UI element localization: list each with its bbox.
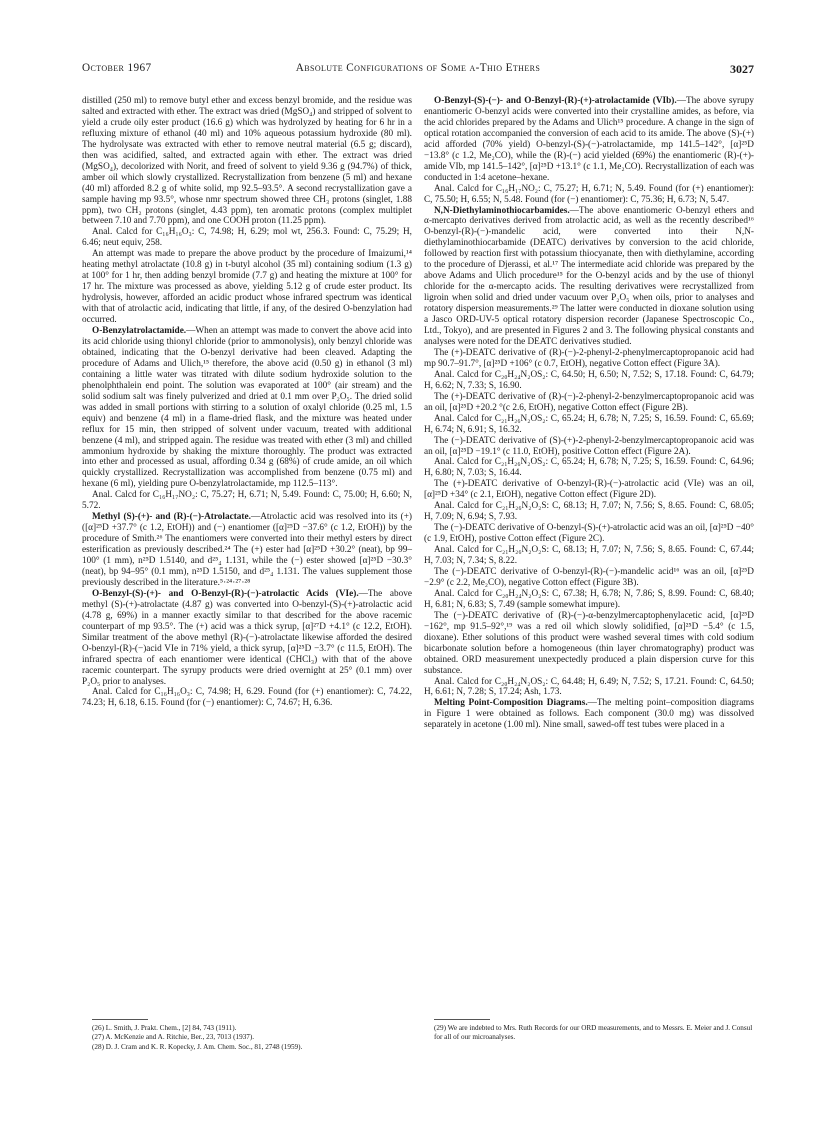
paragraph	[82, 687, 412, 709]
footnote: (29) We are indebted to Mrs. Ruth Records for our ORD measurements, and to Messrs. E. Meier and J. Consul for all of our microanalyses.	[434, 1024, 753, 1042]
paragraph-text: Anal. Calcd for C₁₆H₁₇NO₂: C, 75.27; H, 6.71; N, 5.49. Found (for (+) enantiomer): C, 75.50; H, 6.55; N, 5.48. Found (for (−) enantiomer): C, 75.36; H, 6.73; N, 5.47.	[424, 183, 754, 205]
paragraph-text: —The above syrupy enantiomeric O-benzyl acids were converted into their crystalline amides, as before, via the acid chlorides prepared by the Adams and Ulich¹⁵ procedure. A change in the sign of optical rotation accompanied the conversion of each acid to its amide. The above (S)-(+) acid afforded (70% yield) O-benzyl-(S)-(−)-atrolactamide, mp 141.5–142°, [α]²⁵D −13.8° (c 1.2, Me₂CO), while the (R)-(−) acid yielded (69%) the enantiomeric (R)-(+)-amide VIb, mp 141.5–142°, [α]²⁵D +13.1° (c 1.1, Me₂CO). Recrystallization of each was conducted in 1:4 acetone–hexane.	[424, 96, 755, 183]
paragraph	[424, 567, 754, 589]
section-heading: N,N-Diethylaminothiocarbamides.	[434, 205, 570, 216]
paragraph-text: Anal. Calcd for C₂₁H₂₆N₂O₂S: C, 68.13; H, 7.07; N, 7.56; S, 8.65. Found: C, 67.44; H, 7.03; N, 7.34; S, 8.22.	[424, 545, 754, 567]
right-column	[424, 96, 754, 731]
section-heading: Methyl (S)-(+)- and (R)-(−)-Atrolactate.	[92, 512, 251, 523]
footnote-rule	[434, 1019, 490, 1020]
paragraph	[82, 512, 412, 589]
paragraph-text: Anal. Calcd for C₂₁H₂₆N₂OS₂: C, 65.24; H, 6.78; N, 7.25; S, 16.59. Found: C, 64.96; H, 6.80; N, 7.03; S, 16.44.	[424, 457, 754, 479]
paragraph	[424, 523, 754, 545]
paragraph-text: Anal. Calcd for C₂₀H₂₄N₂OS₂: C, 64.50; H, 6.50; N, 7.52; S, 17.18. Found: C, 64.79; H, 6.62; N, 7.33; S, 16.90.	[424, 369, 754, 391]
paragraph	[424, 457, 754, 479]
paragraph-text: Anal. Calcd for C₂₁H₂₆N₂OS₂: C, 65.24; H, 6.78; N, 7.25; S, 16.59. Found: C, 65.69; H, 6.74; N, 6.91; S, 16.32.	[424, 413, 754, 435]
paragraph-text: —When an attempt was made to convert the above acid into its acid chloride using thionyl chloride (prior to ammonolysis), only benzyl chloride was obtained, indicating that the O-benzyl derivative had been cleaved. Adapting the procedure of Adams and Ulich,¹⁵ therefore, the above acid (0.50 g) in ethanol (3 ml) containing a little water was titrated with dilute sodium hydroxide solution to the phenolphthalein end point. The solution was evaporated at 100° (air stream) and the solid sodium salt was finely pulverized and dried at 0.1 mm over P₂O₅. The dried solid was added in small portions with stirring to a solution of oxalyl chloride (0.25 ml, 1.5 equiv) and benzene (4 ml) in a flame-dried flask, and the mixture was heated under reflux for 15 min, then stripped of solvent under vacuum, treated with additional benzene (4 ml), and stripped again. The residue was treated with ether (3 ml) and chilled ammonium hydroxide by shaking the mixture thoroughly. The product was extracted into ether and processed as usual, affording 0.34 g (68%) of crude amide, an oil which quickly crystallized. Recrystallization was accomplished from benzene (0.75 ml) and hexane (6 ml), yielding pure O-benzylatrolactamide, mp 112.5–113°.	[82, 326, 412, 490]
paragraph	[424, 414, 754, 436]
footnote: (26) L. Smith, J. Prakt. Chem., [2] 84, 743 (1911).	[92, 1024, 237, 1032]
paragraph-text: —The above methyl (S)-(+)-atrolactate (4.87 g) was converted into O-benzyl-(S)-(+)-atrolactic acid (4.78 g, 69%) in a manner exactly similar to that described for the above racemic counterpart of mp 93.5°. The (+) acid was a thick syrup, [α]²⁷D +4.1° (c 12.2, EtOH). Similar treatment of the above methyl (R)-(−)-atrolactate likewise afforded the desired O-benzyl-(R)-(−)acid VIe in 71% yield, a thick syrup, [α]²⁵D −3.7° (c 11.5, EtOH). The infrared spectra of each enantiomer were identical (CHCl₃) with that of the above racemic counterpart. The syrupy products were dried overnight at 25° (0.1 mm) over P₂O₅ prior to analyses.	[82, 588, 412, 687]
paragraph	[82, 96, 412, 227]
paragraph	[82, 589, 412, 688]
paragraph-text: —The above enantiomeric O-benzyl ethers and α-mercapto derivatives derived from atrolactic acid, as well as the recently described¹⁶ O-benzyl-(R)-(−)-mandelic acid, were converted into their N,N-diethylaminothiocarbamide (DEATC) derivatives by conversion to the acid chloride, followed by reaction first with potassium thiocyanate, then with diethylamine, according to the procedure of Djerassi, et al.¹⁷ The intermediate acid chloride was prepared by the above Adams and Ulich procedure¹⁵ for the O-benzyl acids and by the use of thionyl chloride for the α-mercapto acids. The resulting derivatives were recrystallized from ligroin when solid and dried under vacuum over P₂O₅ when oils, prior to analyses and rotatory dispersion measurements.²⁹ The latter were conducted in dioxane solution using a Jasco ORD-UV-5 optical rotatory dispersion recorder (Japanese Spectroscopic Co., Ltd., Tokyo), and are presented in Figures 2 and 3. The following physical constants and analyses were noted for the DEATC derivatives studied.	[424, 205, 754, 347]
paragraph	[82, 326, 412, 490]
paragraph	[424, 392, 754, 414]
paragraph	[82, 249, 412, 326]
footnote: (28) D. J. Cram and K. R. Kopecky, J. Am. Chem. Soc., 81, 2748 (1959).	[92, 1042, 303, 1051]
paragraph	[424, 501, 754, 523]
paragraph-text: distilled (250 ml) to remove butyl ether and excess benzyl bromide, and the residue was salted and extracted with ether. The extract was dried (MgSO₄) and stripped of solvent to yield a crude oily ester product (16.6 g) which was hydrolyzed by heating for 6 hr in a refluxing mixture of ethanol (40 ml) and 10% aqueous potassium hydroxide (80 ml). The hydrolysate was extracted with ether to remove neutral material (6.5 g; discard), then was acidified, salted, and extracted again with ether. The extract was dried (MgSO₄), decolorized with Norit, and freed of solvent to yield 9.36 g (94.7%) of thick, amber oil which slowly crystallized. Recrystallization from benzene (5 ml) and hexane (40 ml) afforded 8.2 g of white solid, mp 92.5–93.5°. A second recrystallization gave a sample having mp 93.5°, whose nmr spectrum showed three CH₃ protons (singlet, 1.88 ppm), two CH₂ protons (singlet, 4.43 ppm), ten aromatic protons (complex multiplet between 7.10 and 7.70 ppm), and one COOH proton (11.25 ppm).	[82, 96, 412, 227]
paragraph-text: The (−)-DEATC derivative of O-benzyl-(R)-(−)-mandelic acid¹⁶ was an oil, [α]²⁵D −2.9° (c 2.2, Me₂CO), negative Cotton effect (Figure 3B).	[424, 566, 754, 588]
paragraph	[424, 206, 754, 348]
left-column	[82, 96, 412, 709]
paragraph-text: Anal. Calcd for C₁₆H₁₆O₃: C, 74.98; H, 6.29. Found (for (+) enantiomer): C, 74.22, 74.23; H, 6.18, 6.15. Found (for (−) enantiomer): C, 74.67; H, 6.36.	[82, 687, 412, 709]
footnotes-left	[82, 1024, 412, 1052]
running-header	[82, 62, 754, 78]
paragraph-text: Anal. Calcd for C₂₀H₂₄N₂OS₂: C, 64.48; H, 6.49; N, 7.52; S, 17.21. Found: C, 64.50; H, 6.61; N, 7.28; S, 17.24; Ash, 1.73.	[424, 676, 754, 698]
paragraph	[424, 436, 754, 458]
paragraph-text: The (−)-DEATC derivative of (R)-(−)-α-benzylmercaptophenylacetic acid, [α]²⁵D −162°, mp 91.5–92°,¹⁹ was a red oil which slowly solidified, [α]²⁵D −5.4° (c 1.5, dioxane). Ether solutions of this product were washed several times with cold sodium bicarbonate solution before a homogeneous (thin layer chromatography) product was obtained. ORD measurement unexpectedly produced a plain dispersion curve for this substance.	[424, 610, 754, 676]
paragraph	[424, 698, 754, 731]
journal-date: October 1967	[82, 62, 152, 74]
paragraph-text: An attempt was made to prepare the above product by the procedure of Imaizumi,¹⁴ heating methyl atrolactate (10.8 g) in t-butyl alcohol (35 ml) containing sodium (1.3 g) at 100° for 1 hr, then adding benzyl bromide (7.7 g) and heating the mixture at 100° for 17 hr. The mixture was processed as above, yielding 5.12 g of crude ester product. Its hydrolysis, however, afforded an acidic product whose infrared spectrum was identical with that of atrolactic acid, indicating that little, if any, of the desired O-benzylation had occurred.	[82, 249, 412, 326]
section-heading: O-Benzyl-(S)-(−)- and O-Benzyl-(R)-(+)-atrolactamide (VIb).	[434, 96, 677, 106]
paragraph-text: —Atrolactic acid was resolved into its (+) ([α]²⁵D +37.7° (c 1.2, EtOH)) and (−) enantiomer ([α]²⁵D −37.6° (c 1.2, EtOH)) by the procedure of Smith.²⁶ The enantiomers were converted into their methyl esters by direct esterification as previously described.²⁴ The (+) ester had [α]²⁵D +30.2° (neat), bp 99–100° (1 mm), n²⁵D 1.5140, and d²⁵₄ 1.131, while the (−) ester showed [α]²⁵D −30.3° (neat), bp 94–95° (0.1 mm), n²⁵D 1.5150, and d²⁵₄ 1.131. The values supplement those previously described in the literature.⁵·²⁴·²⁷·²⁸	[82, 512, 413, 588]
paragraph-text: The (−)-DEATC derivative of (S)-(+)-2-phenyl-2-benzylmercaptopropanoic acid was an oil, [α]²⁵D −19.1° (c 11.0, EtOH), positive Cotton effect (Figure 2A).	[424, 435, 754, 457]
paragraph	[82, 227, 412, 249]
footnotes-right	[424, 1024, 754, 1043]
footnote-rule	[92, 1019, 148, 1020]
footnote: (27) A. McKenzie and A. Ritchie, Ber., 23, 7013 (1937).	[92, 1033, 255, 1042]
paragraph	[424, 96, 754, 184]
paragraph	[424, 611, 754, 677]
paragraph-text: The (+)-DEATC derivative of (R)-(−)-2-phenyl-2-benzylmercaptopropanoic acid was an oil, [α]²⁵D +20.2 °(c 2.6, EtOH), negative Cotton effect (Figure 2B).	[424, 391, 754, 413]
paragraph-text: Anal. Calcd for C₁₆H₁₇NO₂: C, 75.27; H, 6.71; N, 5.49. Found: C, 75.00; H, 6.60; N, 5.72.	[82, 490, 412, 512]
section-heading: Melting Point-Composition Diagrams.	[434, 698, 588, 709]
paragraph	[424, 545, 754, 567]
paragraph	[424, 184, 754, 206]
paragraph	[424, 348, 754, 370]
paragraph-text: The (+)-DEATC derivative of (R)-(−)-2-phenyl-2-phenylmercaptopropanoic acid had mp 90.7–91.7°, [α]²⁵D +106° (c 0.7, EtOH), negative Cotton effect (Figure 3A).	[424, 347, 754, 369]
paragraph	[424, 479, 754, 501]
paragraph	[424, 677, 754, 699]
paragraph-text: Anal. Calcd for C₂₁H₂₆N₂O₂S: C, 68.13; H, 7.07; N, 7.56; S, 8.65. Found: C, 68.05; H, 7.09; N, 6.94; S, 7.93.	[424, 501, 754, 523]
paragraph-text: —The melting point–composition diagrams in Figure 1 were obtained as follows. Each component (30.0 mg) was dissolved separately in acetone (1.00 ml). Nine small, sawed-off test tubes were placed in a	[424, 698, 754, 731]
paragraph	[424, 370, 754, 392]
paragraph-text: The (−)-DEATC derivative of O-benzyl-(S)-(+)-atrolactic acid was an oil, [α]²⁵D −40° (c 1.9, EtOH), postive Cotton effect (Figure 2C).	[424, 523, 754, 545]
page-number: 3027	[730, 62, 754, 76]
paragraph-text: Anal. Calcd for C₂₀H₂₄N₂O₂S: C, 67.38; H, 6.78; N, 7.86; S, 8.99. Found: C, 68.40; H, 6.81; N, 6.83; S, 7.49 (sample somewhat impure).	[424, 588, 754, 610]
paragraph-text: Anal. Calcd for C₁₆H₁₆O₃: C, 74.98; H, 6.29; mol wt, 256.3. Found: C, 75.29; H, 6.46; neut equiv, 258.	[82, 227, 412, 249]
paragraph	[82, 490, 412, 512]
section-heading: O-Benzylatrolactamide.	[92, 326, 187, 337]
section-heading: O-Benzyl-(S)-(+)- and O-Benzyl-(R)-(−)-atrolactic Acids (VIe).	[92, 588, 359, 599]
article-title: Absolute Configurations of Some α-Thio Ethers	[295, 62, 541, 74]
paragraph-text: The (+)-DEATC derivative of O-benzyl-(R)-(−)-atrolactic acid (VIe) was an oil, [α]²⁵D +34° (c 2.1, EtOH), negative Cotton effect (Figure 2D).	[424, 479, 754, 501]
paragraph	[424, 589, 754, 611]
